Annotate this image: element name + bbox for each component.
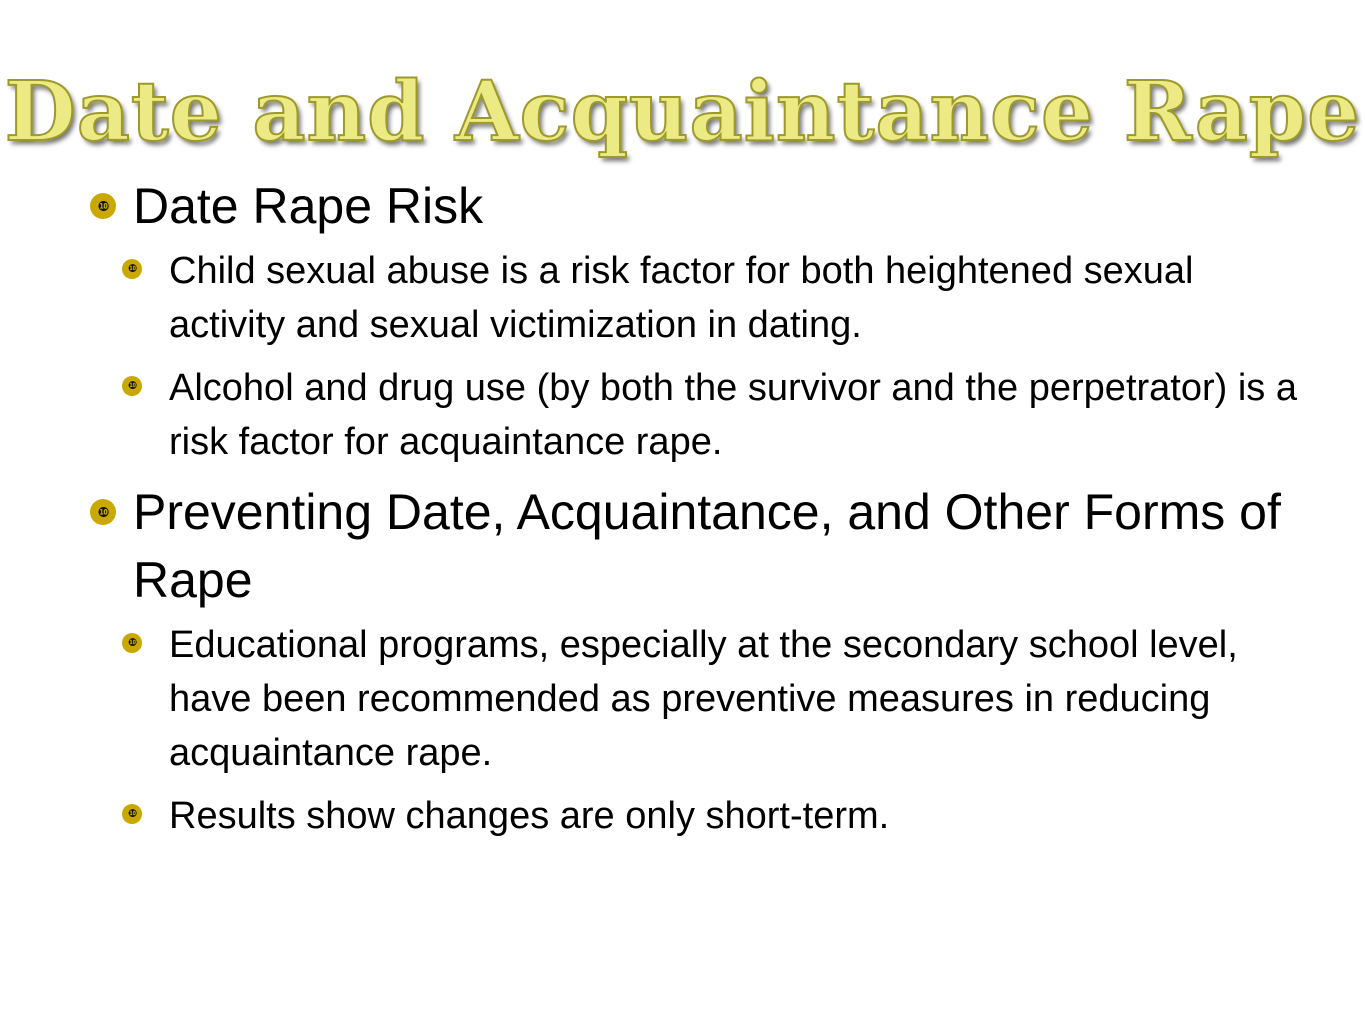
sublist-date-rape-risk <box>90 244 1320 469</box>
sub-bullet-text: Results show changes are only short-term. <box>169 795 890 837</box>
sublist-preventing-rape <box>90 618 1320 843</box>
sub-bullet-item <box>122 789 1320 843</box>
sub-bullet-text: Educational programs, especially at the secondary school level, have been recommended as preventive measures in reducing acquaintance rape. <box>169 624 1238 774</box>
sub-bullet-text: Child sexual abuse is a risk factor for both heightened sexual activity and sexual victimization in dating. <box>169 250 1194 346</box>
bullet-preventing-rape <box>90 478 1320 614</box>
bullet-icon: ❿ <box>90 499 116 525</box>
sub-bullet-item <box>122 618 1320 780</box>
slide-title: Date and Acquaintance Rape <box>4 64 1361 160</box>
section-heading: Date Rape Risk <box>133 178 484 234</box>
slide-content <box>90 172 1320 852</box>
section-heading: Preventing Date, Acquaintance, and Other Forms of Rape <box>133 484 1281 608</box>
bullet-icon: ❿ <box>122 376 142 396</box>
sub-bullet-item <box>122 244 1320 352</box>
bullet-icon: ❿ <box>122 804 142 824</box>
sub-bullet-text: Alcohol and drug use (by both the survivor and the perpetrator) is a risk factor for acquaintance rape. <box>169 367 1297 463</box>
bullet-date-rape-risk <box>90 172 1320 240</box>
bullet-icon: ❿ <box>122 259 142 279</box>
bullet-icon: ❿ <box>122 633 142 653</box>
sub-bullet-item <box>122 361 1320 469</box>
bullet-icon: ❿ <box>90 193 116 219</box>
